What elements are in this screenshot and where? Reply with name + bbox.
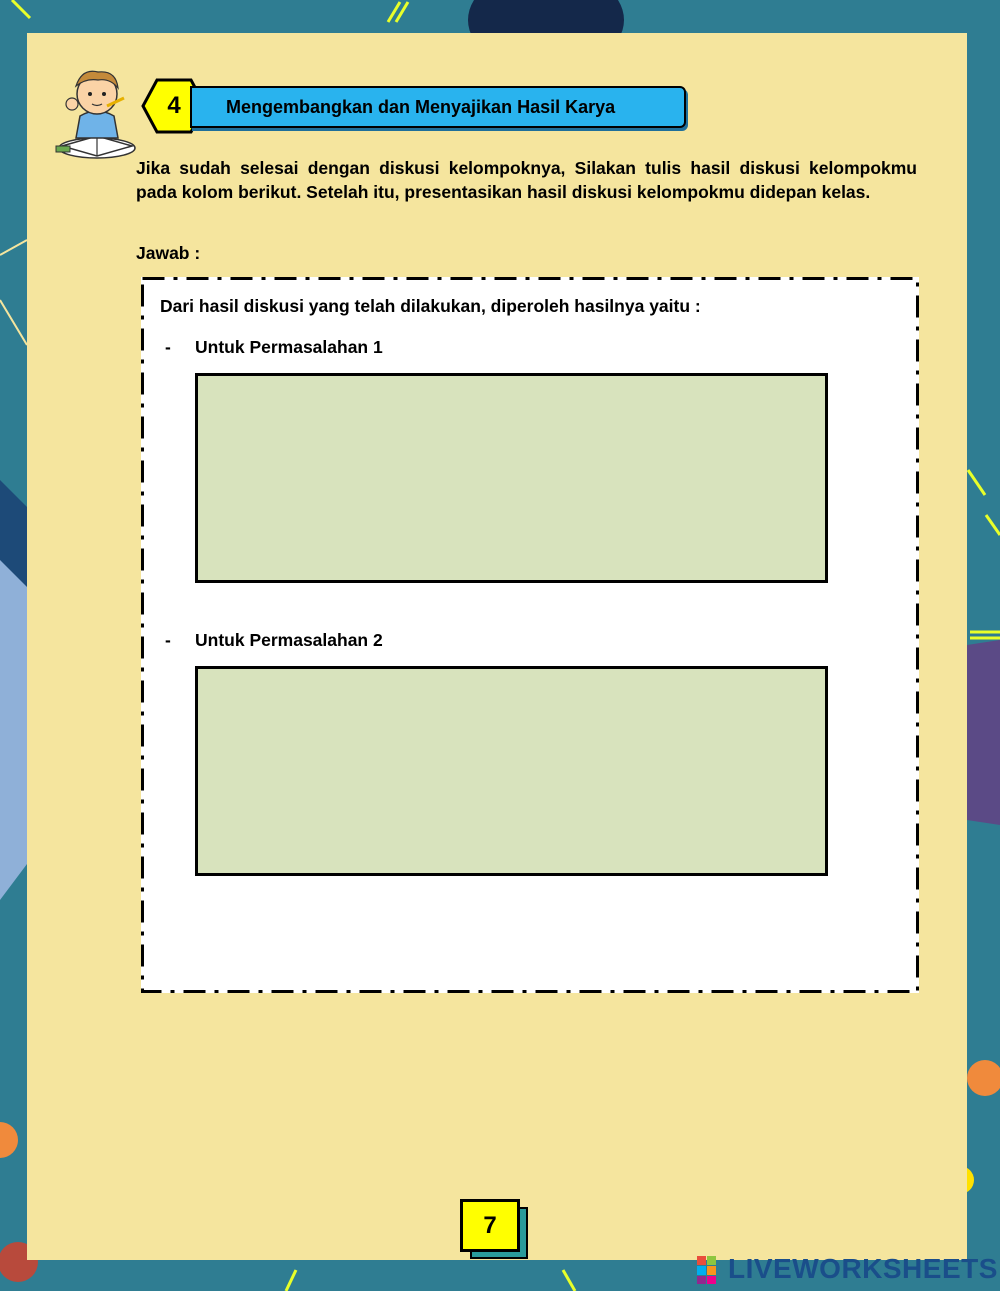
instructions-text: Jika sudah selesai dengan diskusi kelompoknya, Silakan tulis hasil diskusi kelompokmu pada kolom berikut. Setelah itu, presentasikan hasil diskusi kelompokmu didepan kelas. <box>136 158 917 202</box>
problem-1-answer-field[interactable] <box>195 373 828 583</box>
problem-2-answer-field[interactable] <box>195 666 828 876</box>
section-title: Mengembangkan dan Menyajikan Hasil Karya <box>190 86 686 128</box>
bullet-dash: - <box>165 337 171 357</box>
answer-label: Jawab : <box>136 243 201 263</box>
problem-1-label: Untuk Permasalahan 1 <box>195 337 383 357</box>
bullet-dash: - <box>165 630 171 650</box>
page-number: 7 <box>460 1199 520 1252</box>
answer-container <box>141 277 919 993</box>
problem-2-label: Untuk Permasalahan 2 <box>195 630 383 650</box>
answer-intro-text: Dari hasil diskusi yang telah dilakukan, diperoleh hasilnya yaitu : <box>160 296 701 316</box>
student-reading-illustration <box>52 64 142 160</box>
liveworksheets-watermark: LIVEWORKSHEETS <box>728 1253 998 1284</box>
section-number: 4 <box>167 92 181 119</box>
liveworksheets-logo-icon <box>697 1256 729 1284</box>
